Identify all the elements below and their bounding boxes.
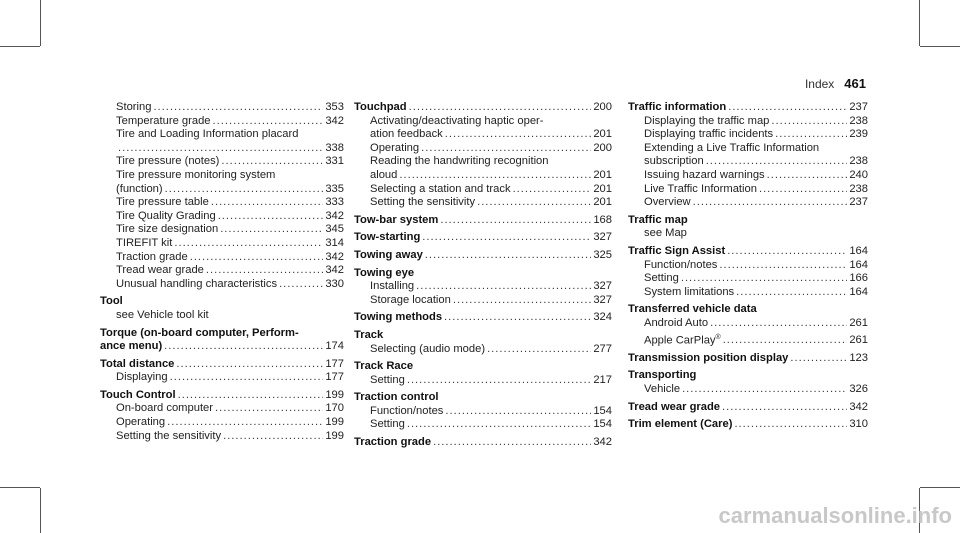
index-entry: Android Auto ..... 261 — [628, 317, 868, 331]
index-entry: Selecting (audio mode) ..... 277 — [354, 343, 612, 357]
index-heading: Traffic map — [628, 213, 688, 226]
index-heading: Touch Control ..... 199 — [100, 389, 344, 403]
index-entry: Overview ..... 237 — [628, 196, 868, 210]
index-entry-cont: ..... 338 — [100, 142, 344, 156]
index-entry: System limitations ..... 164 — [628, 286, 868, 300]
crop-mark — [919, 0, 920, 46]
crop-mark — [0, 487, 40, 488]
index-entry: Selecting a station and track ..... 201 — [354, 183, 612, 197]
page-header — [805, 76, 866, 91]
crop-mark — [920, 487, 960, 488]
index-entry: On-board computer ..... 170 — [100, 402, 344, 416]
index-entry: Issuing hazard warnings ..... 240 — [628, 169, 868, 183]
index-entry: Displaying the traffic map ..... 238 — [628, 115, 868, 129]
index-entry-cont: aloud ..... 201 — [354, 169, 612, 183]
index-entry: Tire pressure (notes) ..... 331 — [100, 155, 344, 169]
index-entry: Operating ..... 200 — [354, 142, 612, 156]
index-entry: Storing ..... 353 — [100, 101, 344, 115]
index-entry: Setting the sensitivity ..... 201 — [354, 196, 612, 210]
index-entry: Setting ..... 154 — [354, 418, 612, 432]
index-entry: Tire size designation ..... 345 — [100, 223, 344, 237]
index-heading: Traffic Sign Assist ..... 164 — [628, 245, 868, 259]
index-heading: Traction grade ..... 342 — [354, 436, 612, 450]
index-entry: Operating ..... 199 — [100, 416, 344, 430]
index-see-ref: see Vehicle tool kit — [116, 308, 209, 321]
index-see-ref: see Map — [644, 227, 687, 240]
index-heading: Towing methods ..... 324 — [354, 311, 612, 325]
registered-mark: ® — [715, 333, 721, 341]
index-heading: Towing eye — [354, 266, 415, 279]
index-heading: Tow-bar system ..... 168 — [354, 214, 612, 228]
index-column-2 — [354, 101, 612, 450]
index-entry: Tire pressure table ..... 333 — [100, 196, 344, 210]
index-entry: Function/notes ..... 154 — [354, 405, 612, 419]
index-heading: Trim element (Care) ..... 310 — [628, 418, 868, 432]
index-entry: Tire pressure monitoring system — [116, 168, 276, 181]
index-entry-cont: subscription ..... 238 — [628, 155, 868, 169]
index-entry: Function/notes ..... 164 — [628, 259, 868, 273]
index-heading: Total distance ..... 177 — [100, 358, 344, 372]
index-heading: Traction control — [354, 391, 439, 404]
index-entry: Unusual handling characteristics ..... 330 — [100, 278, 344, 292]
index-entry: Tire and Loading Information placard — [116, 128, 299, 141]
index-entry: Reading the handwriting recognition — [370, 155, 549, 168]
index-column-3 — [628, 101, 868, 432]
index-heading: Transmission position display ..... 123 — [628, 352, 868, 366]
index-heading: Towing away ..... 325 — [354, 249, 612, 263]
index-entry: Apple CarPlay® ..... 261 — [628, 331, 868, 348]
index-heading-cont: ance menu) ..... 174 — [100, 340, 344, 354]
index-entry: Installing ..... 327 — [354, 280, 612, 294]
index-entry: Activating/deactivating haptic oper- — [370, 114, 544, 127]
crop-mark — [40, 488, 41, 533]
index-entry: Tread wear grade ..... 342 — [100, 264, 344, 278]
index-heading: Transferred vehicle data — [628, 303, 757, 316]
index-heading: Touchpad ..... 200 — [354, 101, 612, 115]
crop-mark — [0, 46, 40, 47]
index-column-1 — [100, 101, 344, 443]
index-heading: Tool — [100, 295, 123, 308]
watermark: carmanualsonline.info — [718, 503, 952, 528]
index-entry: Setting the sensitivity ..... 199 — [100, 430, 344, 444]
index-entry: Displaying traffic incidents ..... 239 — [628, 128, 868, 142]
index-heading: Transporting — [628, 369, 697, 382]
index-entry-cont: ation feedback ..... 201 — [354, 128, 612, 142]
index-entry: Storage location ..... 327 — [354, 294, 612, 308]
index-heading: Torque (on-board computer, Perform- — [100, 326, 299, 339]
index-entry: Temperature grade ..... 342 — [100, 115, 344, 129]
index-entry: Extending a Live Traffic Information — [644, 141, 820, 154]
crop-mark — [920, 46, 960, 47]
index-entry: Displaying ..... 177 — [100, 371, 344, 385]
header-title: Index — [804, 77, 835, 91]
crop-mark — [40, 0, 41, 46]
index-heading: Tow-starting ..... 327 — [354, 231, 612, 245]
index-heading: Track — [354, 328, 384, 341]
index-entry: TIREFIT kit ..... 314 — [100, 237, 344, 251]
index-heading: Traffic information ..... 237 — [628, 101, 868, 115]
index-entry: Setting ..... 217 — [354, 374, 612, 388]
index-heading: Track Race — [354, 360, 414, 373]
index-entry: Vehicle ..... 326 — [628, 383, 868, 397]
index-entry: Live Traffic Information ..... 238 — [628, 183, 868, 197]
index-entry: Traction grade ..... 342 — [100, 251, 344, 265]
index-entry: Tire Quality Grading ..... 342 — [100, 210, 344, 224]
index-entry-cont: (function) ..... 335 — [100, 183, 344, 197]
page-number: 461 — [844, 76, 866, 91]
index-entry: Setting ..... 166 — [628, 272, 868, 286]
index-heading: Tread wear grade ..... 342 — [628, 401, 868, 415]
